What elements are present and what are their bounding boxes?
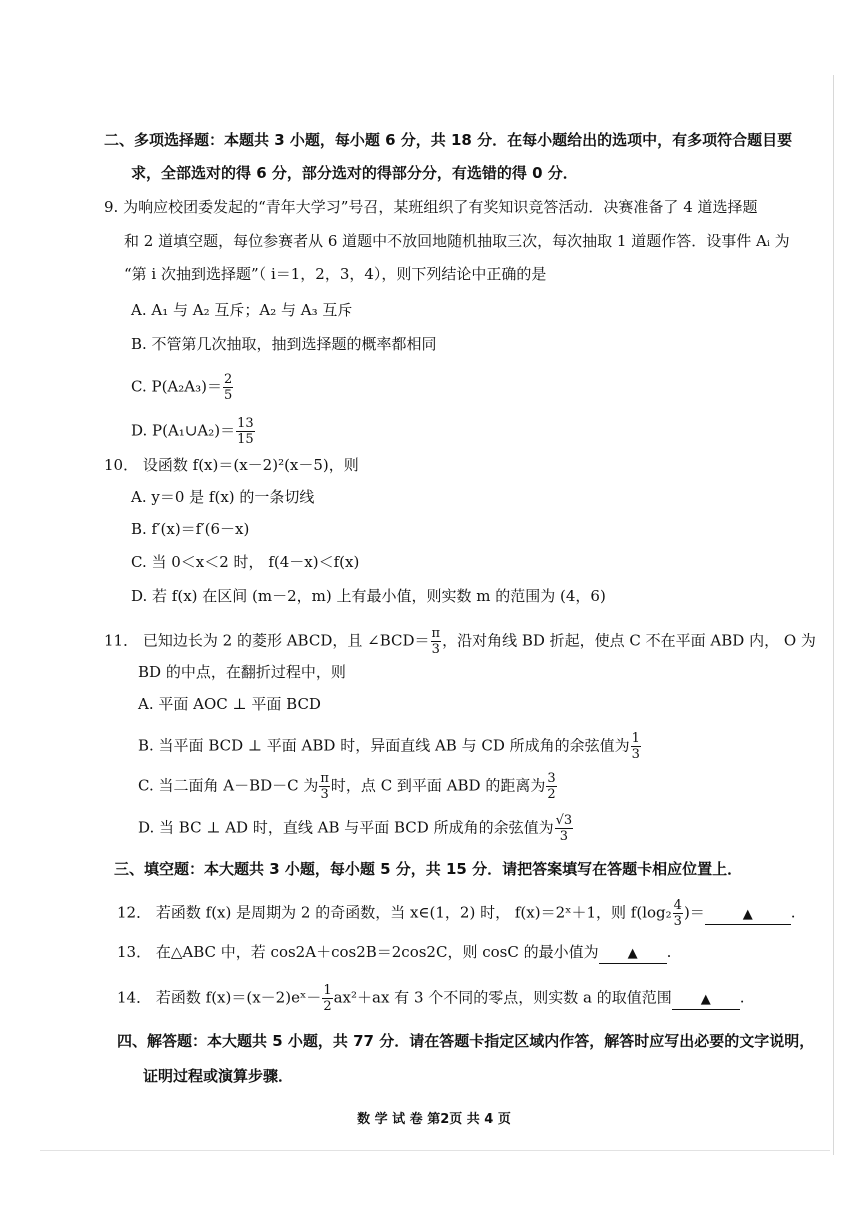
q10-option-d: D. 若 f(x) 在区间 (m－2，m) 上有最小值，则实数 m 的范围为 (4，6)	[131, 587, 606, 605]
fraction-numerator: √3	[555, 813, 573, 828]
q12-end-period: .	[790, 903, 796, 922]
q13-number: 13．	[117, 943, 152, 961]
q9-number: 9.	[104, 198, 119, 216]
q9-option-c	[131, 372, 234, 403]
q11-number: 11．	[104, 631, 139, 650]
q11-option-d	[138, 813, 574, 844]
q9-stem-line1: 为响应校团委发起的“青年大学习”号召，某班组织了有奖知识竞答活动．决赛准备了 4 道选择题	[123, 198, 758, 216]
placeholder-triangle-icon: ▲	[627, 946, 638, 961]
q11-option-c-fraction2	[546, 771, 556, 802]
q12-fraction	[673, 898, 683, 929]
fraction-denominator: 3	[559, 829, 568, 844]
q10-option-b: B. f′(x)＝f′(6－x)	[131, 520, 250, 538]
fraction-denominator: 2	[547, 787, 556, 802]
fraction-numerator: 2	[223, 372, 233, 387]
fraction-denominator: 3	[431, 642, 440, 657]
q11-option-b-fraction	[631, 731, 641, 762]
q10-line1	[104, 454, 359, 476]
placeholder-triangle-icon: ▲	[742, 906, 753, 922]
q11-option-c-text: C. 当二面角 A－BD－C 为	[138, 776, 319, 795]
fraction-numerator: 1	[323, 983, 332, 998]
q14-fraction	[322, 983, 332, 1014]
q9-stem-line3: “第 i 次抽到选择题”（ i＝1，2，3，4），则下列结论中正确的是	[124, 265, 547, 283]
q11-option-c	[138, 771, 558, 802]
q14-line	[117, 983, 745, 1014]
q14-stem-post: ax²＋ax 有 3 个不同的零点，则实数 a 的取值范围	[333, 988, 672, 1007]
q9-option-a: A. A₁ 与 A₂ 互斥；A₂ 与 A₃ 互斥	[131, 301, 353, 319]
q11-line1	[104, 626, 816, 657]
q11-option-b	[138, 731, 642, 762]
q9-option-c-fraction	[223, 372, 233, 403]
fraction-numerator: 4	[673, 898, 682, 913]
q14-number: 14．	[117, 988, 152, 1007]
q10-number: 10．	[104, 456, 139, 474]
section-2-heading-line1: 二、多项选择题：本题共 3 小题，每小题 6 分，共 18 分．在每小题给出的选项中，有多项符合题目要	[104, 131, 793, 149]
section-2-heading-line2: 求，全部选对的得 6 分，部分选对的得部分分，有选错的得 0 分．	[131, 164, 578, 182]
q9-option-c-text: C. P(A₂A₃)＝	[131, 377, 222, 396]
fraction-denominator: 15	[237, 432, 254, 447]
q9-line1	[104, 196, 758, 218]
section-4-heading-line1: 四、解答题：本大题共 5 小题，共 77 分．请在答题卡指定区域内作答，解答时应写出必要的文字说明，	[117, 1032, 815, 1050]
fraction-numerator: 1	[631, 731, 640, 746]
fraction-denominator: 3	[673, 914, 682, 929]
q9-option-b: B. 不管第几次抽取，抽到选择题的概率都相同	[131, 335, 437, 353]
q13-answer-blank[interactable]	[599, 943, 667, 964]
q9-option-d-text: D. P(A₁∪A₂)＝	[131, 421, 236, 440]
q11-option-d-text: D. 当 BC ⊥ AD 时，直线 AB 与平面 BCD 所成角的余弦值为	[138, 818, 554, 837]
q11-option-c-mid: 时，点 C 到平面 ABD 的距离为	[330, 776, 546, 795]
scan-edge-right	[833, 75, 834, 1155]
section-4-heading-line2: 证明过程或演算步骤．	[143, 1067, 294, 1085]
q12-line	[117, 898, 796, 929]
q14-end-period: .	[739, 988, 745, 1007]
page-footer: 数 学 试 卷 第2页 共 4 页	[357, 1112, 511, 1127]
fraction-numerator: π	[320, 771, 329, 786]
q13-end-period: .	[666, 943, 672, 961]
q11-stem-post: ，沿对角线 BD 折起，使点 C 不在平面 ABD 内， O 为	[442, 631, 816, 650]
q12-number: 12．	[117, 903, 152, 922]
q12-stem-post: )＝	[683, 903, 705, 922]
q11-option-c-fraction1	[319, 771, 330, 802]
q11-option-b-text: B. 当平面 BCD ⊥ 平面 ABD 时，异面直线 AB 与 CD 所成角的余弦值为	[138, 736, 630, 755]
q11-option-d-fraction	[555, 813, 574, 844]
q14-answer-blank[interactable]	[672, 989, 740, 1010]
fraction-numerator: 13	[237, 416, 254, 431]
q12-stem: 若函数 f(x) 是周期为 2 的奇函数，当 x∈(1，2) 时， f(x)＝2ˣ＋1，则 f(log₂	[155, 903, 672, 922]
q12-answer-blank[interactable]	[705, 904, 791, 925]
fraction-denominator: 3	[631, 747, 640, 762]
q14-stem-pre: 若函数 f(x)＝(x－2)eˣ－	[155, 988, 322, 1007]
q10-option-a: A. y＝0 是 f(x) 的一条切线	[131, 488, 315, 506]
q11-stem-line2: BD 的中点，在翻折过程中，则	[138, 663, 346, 681]
fraction-numerator: π	[431, 626, 441, 641]
q11-stem-pre: 已知边长为 2 的菱形 ABCD，且 ∠BCD＝	[142, 631, 430, 650]
fraction-denominator: 3	[320, 787, 329, 802]
q13-line	[117, 941, 671, 964]
q11-angle-fraction	[431, 626, 442, 657]
fraction-denominator: 2	[323, 999, 332, 1014]
q10-stem: 设函数 f(x)＝(x－2)²(x－5)，则	[142, 456, 359, 474]
scan-edge-bottom	[40, 1150, 830, 1151]
q9-option-d	[131, 416, 256, 447]
fraction-numerator: 3	[547, 771, 556, 786]
q10-option-c: C. 当 0＜x＜2 时， f(4－x)＜f(x)	[131, 553, 360, 571]
section-3-heading: 三、填空题：本大题共 3 小题，每小题 5 分，共 15 分．请把答案填写在答题卡相应位置上．	[114, 860, 743, 878]
q11-option-a: A. 平面 AOC ⊥ 平面 BCD	[138, 695, 321, 713]
placeholder-triangle-icon: ▲	[700, 991, 711, 1007]
q13-stem: 在△ABC 中，若 cos2A＋cos2B＝2cos2C，则 cosC 的最小值为	[155, 943, 599, 961]
q9-stem-line2: 和 2 道填空题，每位参赛者从 6 道题中不放回地随机抽取三次，每次抽取 1 道题作答．设事件 Aᵢ 为	[124, 232, 790, 250]
q9-option-d-fraction	[236, 416, 255, 447]
fraction-denominator: 5	[223, 388, 233, 403]
